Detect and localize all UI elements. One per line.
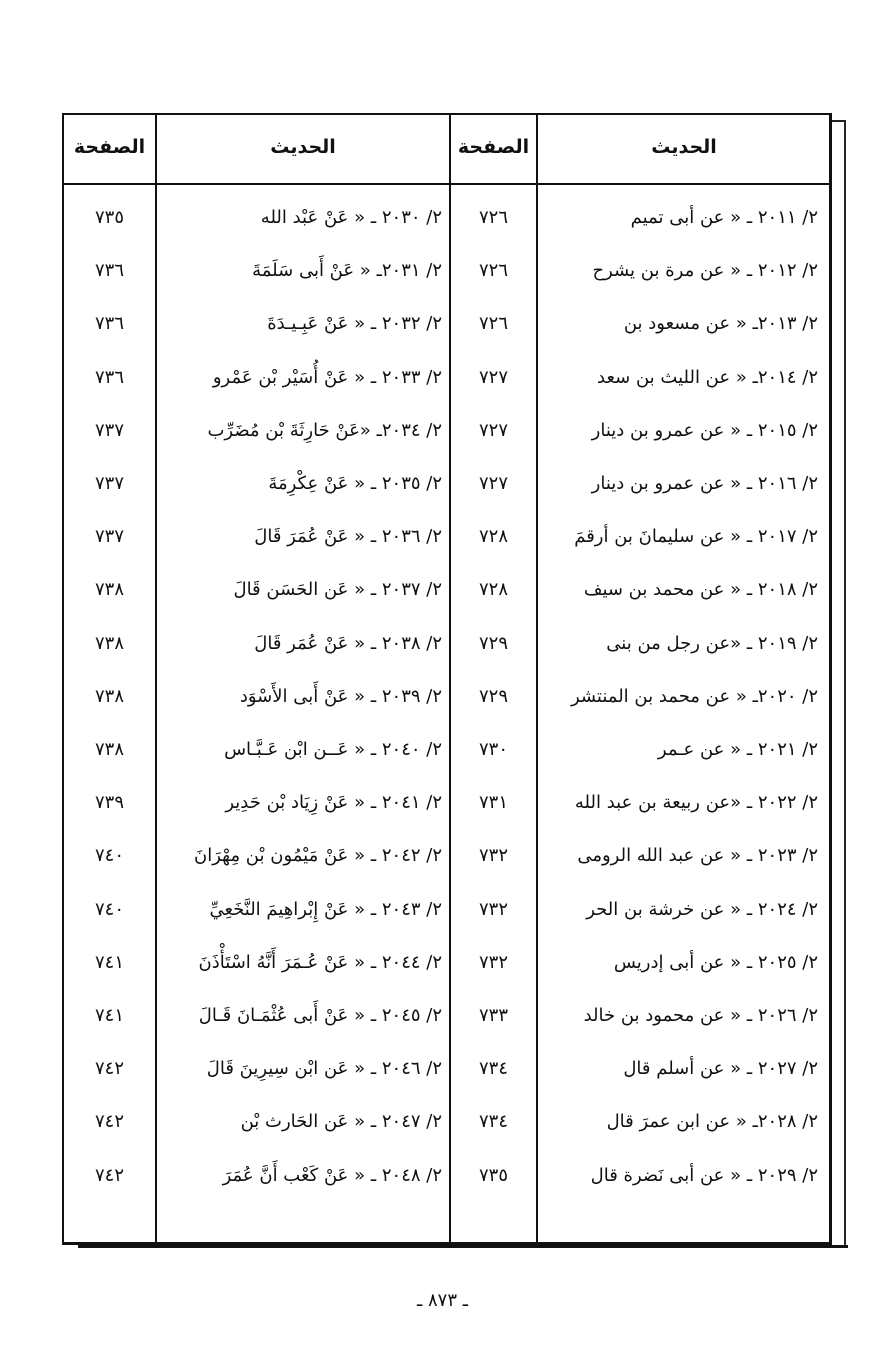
left-page-number: ٧٣٨ (95, 632, 125, 654)
header-left-page: الصفحة (73, 136, 146, 158)
right-hadith-entry: ٢/ ٢٠١١ ـ « عن أبى تميم (630, 206, 818, 228)
left-hadith-entry: ٢/ ٢٠٤٤ ـ « عَنْ عُـمَرَ أَنَّهُ اسْتَأْذَنَ (198, 951, 442, 973)
left-hadith-entry: ٢/ ٢٠٣٤ـ «عَنْ حَارِثَةَ بْن مُضَرِّب (207, 419, 442, 441)
left-hadith-entry: ٢/ ٢٠٤٠ ـ « عَــن ابْن عَـبَّـاس (224, 738, 442, 760)
header-divider (62, 183, 832, 185)
left-hadith-entry: ٢/ ٢٠٤٥ ـ « عَنْ أَبى عُثْمَـانَ قَـالَ (198, 1004, 442, 1026)
right-hadith-entry: ٢/ ٢٠٢٣ ـ « عن عبد الله الرومى (577, 844, 818, 866)
left-hadith-entry: ٢/ ٢٠٤١ ـ « عَنْ زِيَاد بْن حَدِير (225, 791, 442, 813)
left-page-number: ٧٤٢ (95, 1110, 125, 1132)
right-page-number: ٧٢٧ (479, 472, 509, 494)
header-left-hadith: الحديث (270, 136, 336, 158)
right-hadith-entry: ٢/ ٢٠٢٤ ـ « عن خرشة بن الحر (586, 898, 818, 920)
left-hadith-entry: ٢/ ٢٠٣٥ ـ « عَنْ عِكْرِمَةَ (268, 472, 442, 494)
right-hadith-entry: ٢/ ٢٠٢٨ـ « عن ابن عمرَ قال (606, 1110, 818, 1132)
left-hadith-entry: ٢/ ٢٠٤٧ ـ « عَن الحَارث بْن (240, 1110, 442, 1132)
header-right-hadith: الحديث (651, 136, 717, 158)
left-page-number: ٧٤١ (95, 1004, 125, 1026)
right-page-number: ٧٣٠ (479, 738, 509, 760)
left-page-number: ٧٣٨ (95, 738, 125, 760)
left-page-number: ٧٣٧ (95, 525, 125, 547)
divider-right-page (536, 113, 538, 1245)
right-page-number: ٧٣٢ (479, 844, 509, 866)
right-page-number: ٧٣٢ (479, 951, 509, 973)
right-hadith-entry: ٢/ ٢٠٢٧ ـ « عن أسلم قال (623, 1057, 818, 1079)
right-hadith-entry: ٢/ ٢٠١٤ـ « عن الليث بن سعد (597, 366, 818, 388)
right-page-number: ٧٣١ (479, 791, 509, 813)
right-page-number: ٧٢٦ (479, 206, 509, 228)
right-hadith-entry: ٢/ ٢٠٢٦ ـ « عن محمود بن خالد (583, 1004, 818, 1026)
left-hadith-entry: ٢/ ٢٠٣٨ ـ « عَنْ عُمَر قَالَ (254, 632, 442, 654)
right-page-number: ٧٢٦ (479, 259, 509, 281)
frame-shadow-right (832, 120, 846, 1248)
right-hadith-entry: ٢/ ٢٠٢١ ـ « عن عـمر (657, 738, 818, 760)
right-hadith-entry: ٢/ ٢٠١٩ ـ «عن رجل من بنى (606, 632, 818, 654)
left-hadith-entry: ٢/ ٢٠٣٧ ـ « عَن الحَسَن قَالَ (233, 578, 442, 600)
left-page-number: ٧٤٢ (95, 1057, 125, 1079)
right-page-number: ٧٢٩ (479, 632, 509, 654)
frame-shadow-bottom (78, 1245, 848, 1248)
right-page-number: ٧٣٤ (479, 1110, 509, 1132)
right-hadith-entry: ٢/ ٢٠٢٠ـ « عن محمد بن المنتشر (570, 685, 818, 707)
left-hadith-entry: ٢/ ٢٠٣٦ ـ « عَنْ عُمَرَ قَالَ (254, 525, 442, 547)
left-hadith-entry: ٢/ ٢٠٣١ـ « عَنْ أَبى سَلَمَةَ (252, 259, 442, 281)
right-hadith-entry: ٢/ ٢٠١٧ ـ « عن سليمانَ بن أرقمَ (574, 525, 818, 547)
right-page-number: ٧٣٥ (479, 1164, 509, 1186)
page-number: ـ ٨٧٣ ـ (416, 1290, 468, 1311)
right-hadith-entry: ٢/ ٢٠١٥ ـ « عن عمرو بن دينار (591, 419, 818, 441)
left-hadith-entry: ٢/ ٢٠٣٣ ـ « عَنْ أُسَيْر بْن عَمْرو (212, 366, 442, 388)
left-page-number: ٧٣٧ (95, 419, 125, 441)
right-hadith-entry: ٢/ ٢٠١٨ ـ « عن محمد بن سيف (583, 578, 818, 600)
left-hadith-entry: ٢/ ٢٠٣٢ ـ « عَنْ عَبِـيـدَةَ (267, 312, 442, 334)
left-hadith-entry: ٢/ ٢٠٤٣ ـ « عَنْ إِبْراهِيمَ النَّخَعِيِّ (209, 898, 442, 920)
right-page-number: ٧٢٨ (479, 525, 509, 547)
left-page-number: ٧٣٧ (95, 472, 125, 494)
right-hadith-entry: ٢/ ٢٠٢٩ ـ « عن أبى نَضرة قال (590, 1164, 818, 1186)
left-hadith-entry: ٢/ ٢٠٣٠ ـ « عَنْ عَبْد الله (260, 206, 442, 228)
left-hadith-entry: ٢/ ٢٠٤٦ ـ « عَن ابْن سِيرِينَ قَالَ (206, 1057, 442, 1079)
left-page-number: ٧٣٩ (95, 791, 125, 813)
left-page-number: ٧٤١ (95, 951, 125, 973)
left-hadith-entry: ٢/ ٢٠٣٩ ـ « عَنْ أَبى الأَسْوَد (239, 685, 442, 707)
left-hadith-entry: ٢/ ٢٠٤٨ ـ « عَنْ كَعْب أَنَّ عُمَرَ (222, 1164, 442, 1186)
right-hadith-entry: ٢/ ٢٠١٦ ـ « عن عمرو بن دينار (591, 472, 818, 494)
left-hadith-entry: ٢/ ٢٠٤٢ ـ « عَنْ مَيْمُون بْن مِهْرَانَ (194, 844, 442, 866)
left-page-number: ٧٣٥ (95, 206, 125, 228)
right-page-number: ٧٢٧ (479, 366, 509, 388)
right-page-number: ٧٢٦ (479, 312, 509, 334)
header-right-page: الصفحة (457, 136, 530, 158)
right-page-number: ٧٢٧ (479, 419, 509, 441)
right-hadith-entry: ٢/ ٢٠١٢ ـ « عن مرة بن يشرح (592, 259, 818, 281)
right-page-number: ٧٣٢ (479, 898, 509, 920)
right-page-number: ٧٣٣ (479, 1004, 509, 1026)
left-page-number: ٧٣٨ (95, 685, 125, 707)
left-page-number: ٧٣٨ (95, 578, 125, 600)
left-page-number: ٧٣٦ (95, 366, 125, 388)
right-page-number: ٧٢٩ (479, 685, 509, 707)
left-page-number: ٧٤٠ (95, 898, 125, 920)
left-page-number: ٧٤٠ (95, 844, 125, 866)
left-page-number: ٧٣٦ (95, 312, 125, 334)
right-hadith-entry: ٢/ ٢٠٢٢ ـ «عن ربيعة بن عبد الله (574, 791, 818, 813)
left-page-number: ٧٤٢ (95, 1164, 125, 1186)
right-page-number: ٧٣٤ (479, 1057, 509, 1079)
left-page-number: ٧٣٦ (95, 259, 125, 281)
right-hadith-entry: ٢/ ٢٠٢٥ ـ « عن أبى إدريس (613, 951, 818, 973)
right-hadith-entry: ٢/ ٢٠١٣ـ « عن مسعود بن (623, 312, 818, 334)
right-page-number: ٧٢٨ (479, 578, 509, 600)
divider-left-page (155, 113, 157, 1245)
